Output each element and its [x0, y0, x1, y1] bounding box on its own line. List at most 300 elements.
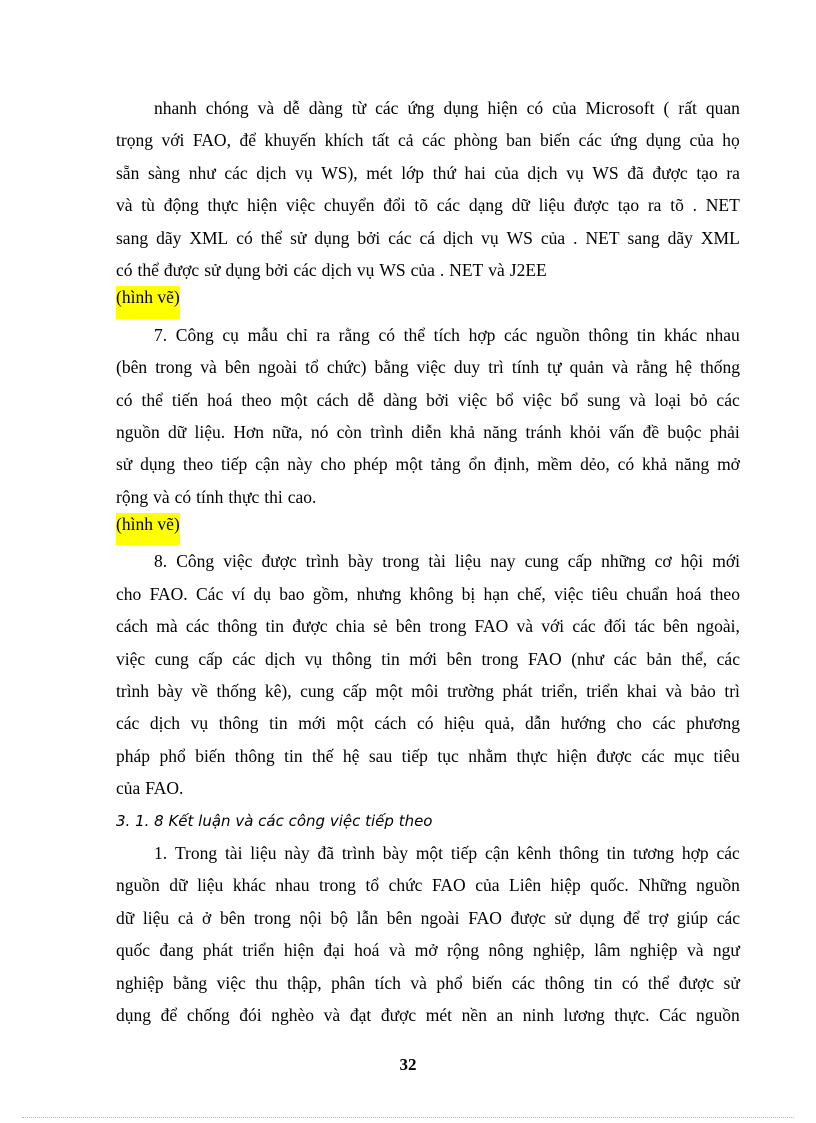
paragraph	[116, 319, 740, 513]
word: và	[200, 357, 217, 378]
word: dụng	[579, 907, 615, 928]
word: Các	[196, 583, 224, 604]
word: sung	[587, 389, 621, 410]
word: sử	[290, 227, 307, 248]
text-line	[116, 351, 740, 383]
word: các	[613, 648, 637, 669]
word: dụng	[140, 454, 176, 475]
word: thông	[234, 745, 275, 766]
word: đại	[323, 940, 345, 961]
word: WS),	[321, 162, 358, 183]
word: các	[716, 842, 740, 863]
word: quốc	[116, 940, 151, 961]
word: FAO	[527, 648, 562, 669]
word: mở	[414, 940, 438, 961]
word: nghiệp,	[532, 940, 585, 961]
word: phép	[353, 454, 388, 475]
word: có	[621, 972, 639, 993]
word: biến	[195, 745, 226, 766]
word: tin	[265, 616, 284, 637]
word: hiện	[487, 98, 518, 118]
text-line	[116, 707, 740, 739]
word: liệu.	[194, 421, 226, 442]
word: dụng	[225, 259, 261, 280]
word: thập,	[287, 972, 322, 993]
word: và	[388, 940, 406, 961]
word: tạo	[696, 162, 718, 183]
word: nghèo	[271, 1004, 315, 1025]
word: thông	[218, 713, 259, 734]
word: phát	[202, 940, 233, 961]
word: dịch	[443, 227, 474, 248]
word: NET	[585, 227, 620, 248]
word: dàng	[383, 389, 418, 410]
word: được	[652, 162, 688, 183]
text-line	[116, 902, 740, 934]
word: khả	[642, 454, 668, 475]
word: của	[410, 259, 435, 280]
word: 7.	[154, 324, 168, 345]
word: các	[716, 648, 740, 669]
word: nền	[461, 1004, 487, 1025]
word: cách	[374, 713, 407, 734]
word: có	[416, 713, 434, 734]
word: hướng	[560, 713, 606, 734]
word: dãy	[156, 227, 182, 248]
figure-placeholder: (hình vẽ)	[116, 286, 180, 318]
word: trình	[116, 681, 150, 702]
word: của	[116, 778, 141, 799]
text-line	[116, 934, 740, 966]
word: thông	[331, 648, 372, 669]
word: tõ	[414, 195, 428, 216]
word: bên	[446, 648, 472, 669]
word: buộc	[667, 421, 702, 442]
word: cho	[616, 713, 642, 734]
word: dụ	[253, 583, 271, 604]
text-line	[116, 448, 740, 480]
word: tự	[547, 357, 562, 378]
figure-placeholder: (hình vẽ)	[116, 513, 180, 545]
word: phải	[709, 421, 740, 442]
word: bày	[347, 551, 374, 572]
word: đạt	[349, 1004, 372, 1025]
text-line	[116, 675, 740, 707]
word: mẫu	[247, 324, 278, 345]
word: này	[284, 842, 310, 863]
word: các	[422, 130, 446, 151]
text-line	[116, 740, 740, 772]
word: khích	[324, 130, 364, 151]
word: phát	[502, 681, 533, 702]
word: liệu	[197, 875, 224, 896]
text-line	[116, 772, 740, 804]
word: các	[388, 227, 412, 248]
word: bằng	[374, 357, 409, 378]
word: khỏi	[569, 421, 601, 442]
word: ra	[726, 162, 740, 183]
word: dịch	[321, 259, 352, 280]
word: rằng	[338, 324, 370, 345]
word: XML	[700, 227, 740, 248]
word: quả,	[484, 713, 515, 734]
word: ứng	[610, 130, 638, 151]
word: WS	[506, 227, 533, 248]
word: dữ	[169, 875, 188, 896]
word: chuyển	[323, 195, 375, 216]
word: được	[510, 907, 546, 928]
word: rất	[678, 98, 697, 118]
word: WS	[592, 162, 619, 183]
word: các	[716, 389, 740, 410]
word: mở	[717, 454, 740, 475]
word: duy	[453, 357, 481, 378]
word: biến	[472, 972, 503, 993]
word: tài	[428, 551, 446, 572]
word: và	[611, 357, 629, 378]
word: ví	[231, 583, 246, 604]
word: tin	[606, 842, 626, 863]
word: Hơn	[233, 421, 264, 442]
word: trong	[429, 616, 467, 637]
word: và	[153, 486, 170, 507]
word: loại	[654, 389, 681, 410]
word: an	[496, 1004, 514, 1025]
word: hoá	[207, 389, 233, 410]
word: cung	[154, 648, 189, 669]
word: vấn	[609, 421, 635, 442]
word: bày	[382, 842, 408, 863]
word: dữ	[167, 421, 187, 442]
word: .	[573, 227, 578, 248]
word: khác	[232, 875, 266, 896]
word: năng	[483, 421, 518, 442]
word: của	[552, 98, 577, 118]
word: dễ	[283, 98, 300, 118]
word: cho	[320, 454, 346, 475]
word: (	[663, 98, 670, 118]
word: dịch	[256, 162, 287, 183]
word: tin	[593, 972, 613, 993]
word: nông	[488, 940, 524, 961]
word: đề	[642, 421, 660, 442]
word: bên	[386, 907, 412, 928]
word: các	[652, 713, 676, 734]
word: bởi	[265, 259, 289, 280]
word: trợ	[648, 907, 669, 928]
word: tục	[437, 745, 459, 766]
word: trường	[447, 681, 494, 702]
word: dịch	[149, 713, 181, 734]
word: các	[504, 324, 528, 345]
word: cụ	[222, 324, 239, 345]
word: liệu	[142, 907, 170, 928]
word: việc	[116, 648, 146, 669]
word: trọng	[116, 130, 153, 151]
word: thế	[312, 745, 334, 766]
word: dữ	[116, 907, 135, 928]
paragraph	[116, 92, 740, 286]
word: sử	[204, 259, 221, 280]
word: có	[236, 227, 253, 248]
word: FAO	[431, 875, 466, 896]
page-body	[116, 92, 740, 1031]
word: các	[232, 648, 256, 669]
word: Những	[638, 875, 687, 896]
word: một	[375, 681, 403, 702]
word: rộng	[116, 486, 149, 507]
word: thông	[217, 616, 258, 637]
word: thể,	[681, 648, 708, 669]
word: phân	[331, 972, 366, 993]
word: các	[224, 162, 248, 183]
word: mà	[156, 616, 178, 637]
word: (bên	[116, 357, 148, 378]
word: bằng	[173, 972, 208, 993]
word: Các	[659, 1004, 687, 1025]
word: Microsoft	[585, 98, 655, 118]
word: thông	[544, 972, 585, 993]
word: thống	[216, 681, 257, 702]
word: bên	[395, 616, 422, 637]
word: dãy	[667, 227, 693, 248]
word: mét	[425, 1004, 453, 1025]
word: dạng	[468, 195, 503, 216]
word: cận	[255, 454, 280, 475]
word: Công	[175, 324, 214, 345]
word: và	[257, 98, 275, 118]
text-line	[116, 578, 740, 610]
word: này	[287, 454, 313, 475]
word: tiến	[171, 389, 199, 410]
word: tù	[141, 195, 155, 216]
word: các	[716, 907, 740, 928]
word: việc	[286, 195, 316, 216]
word: theo	[183, 454, 214, 475]
word: cung	[524, 551, 559, 572]
word: bên	[219, 907, 246, 928]
word: còn	[336, 421, 362, 442]
word: để	[239, 130, 256, 151]
word: vụ	[566, 162, 584, 183]
word: liệu	[454, 551, 482, 572]
word: được	[380, 1004, 417, 1025]
word: sang	[627, 227, 660, 248]
word: nhằm	[468, 745, 508, 766]
text-line	[116, 481, 740, 513]
word: bên	[224, 357, 251, 378]
word: thể	[260, 227, 283, 248]
word: đối	[603, 616, 627, 637]
word: NET	[449, 259, 484, 280]
word: J2EE	[509, 259, 547, 280]
word: mới	[409, 648, 438, 669]
word: trình	[341, 842, 375, 863]
word: ninh	[522, 1004, 554, 1025]
word: ở	[202, 907, 212, 928]
word: các	[641, 745, 665, 766]
word: với	[161, 130, 185, 151]
word: hợp	[468, 324, 496, 345]
word: của	[540, 227, 566, 248]
word: nội	[299, 907, 322, 928]
word: vụ	[356, 259, 375, 280]
word: phổ	[436, 972, 463, 993]
figure-placeholder-line	[116, 513, 740, 545]
word: nhau	[705, 324, 740, 345]
word: việc	[522, 389, 552, 410]
word: lương	[563, 1004, 605, 1025]
word: không	[409, 583, 454, 604]
word: tiếp	[450, 842, 478, 863]
word: FAO,	[192, 130, 231, 151]
word: FAO.	[145, 778, 184, 799]
word: thực	[228, 486, 260, 507]
word: hội	[680, 551, 704, 572]
word: dụng	[443, 98, 479, 118]
word: bổ	[496, 389, 514, 410]
word: FAO	[468, 907, 502, 928]
text-line	[116, 837, 740, 869]
word: tiêu	[713, 745, 740, 766]
word: hiệp	[550, 875, 581, 896]
text-line	[116, 610, 740, 642]
section-heading-line	[116, 805, 740, 837]
word: sử	[723, 972, 740, 993]
word: hiện	[247, 195, 278, 216]
word: mới	[712, 551, 740, 572]
word: để	[160, 1004, 178, 1025]
word: hệ	[342, 745, 360, 766]
word: tính	[196, 486, 224, 507]
word: bỏ	[689, 389, 708, 410]
word: có	[378, 324, 395, 345]
word: quan	[705, 98, 740, 118]
word: từ	[351, 98, 367, 118]
word: dụng	[645, 130, 681, 151]
word: có	[116, 259, 133, 280]
word: chỉ	[286, 324, 308, 345]
word: phương	[686, 713, 740, 734]
word: sẵn	[116, 162, 140, 183]
word: chức	[388, 875, 423, 896]
word: tổ	[365, 875, 380, 896]
word: một	[415, 842, 444, 863]
paragraph	[116, 837, 740, 1031]
word: NET	[705, 195, 740, 216]
word: tảng	[430, 454, 461, 475]
word: lớp	[401, 162, 425, 183]
word: khuyến	[264, 130, 317, 151]
word: cấp	[342, 681, 367, 702]
word: kênh	[517, 842, 552, 863]
word: cách	[316, 389, 349, 410]
text-line	[116, 92, 740, 124]
word: phổ	[159, 745, 186, 766]
text-line	[116, 967, 740, 999]
word: nay	[490, 551, 516, 572]
word: dàng	[308, 98, 343, 118]
word: trình	[370, 421, 404, 442]
word: ứng	[407, 98, 435, 118]
word: hiện	[556, 745, 588, 766]
word: của	[475, 875, 500, 896]
word: Công	[176, 551, 215, 572]
word: thể	[141, 389, 163, 410]
word: nữa,	[272, 421, 303, 442]
word: bởi	[357, 227, 381, 248]
word: và	[629, 389, 646, 410]
word: ổn	[468, 454, 487, 475]
word: thực	[516, 745, 548, 766]
word: có	[617, 454, 635, 475]
word: và	[516, 616, 534, 637]
word: hoá	[354, 940, 380, 961]
word: thống	[700, 357, 740, 378]
word: nguồn	[696, 875, 740, 896]
word: tiếp	[401, 745, 428, 766]
word: các	[572, 616, 596, 637]
word: FAO	[474, 616, 509, 637]
word: cao.	[287, 486, 317, 507]
word: sàng	[147, 162, 181, 183]
word: liệu	[538, 195, 565, 216]
word: theo	[241, 389, 272, 410]
word: trong	[155, 357, 193, 378]
word: cơ	[654, 551, 672, 572]
word: hợp	[681, 842, 709, 863]
word: khả	[449, 421, 476, 442]
word: được	[163, 259, 200, 280]
word: nghiệp	[629, 940, 678, 961]
word: bên	[663, 616, 689, 637]
word: của	[494, 162, 519, 183]
word: dữ	[511, 195, 530, 216]
word: cá	[419, 227, 436, 248]
word: và	[410, 972, 427, 993]
word: dịch	[527, 162, 558, 183]
word: việc	[223, 551, 253, 572]
word: bày	[157, 681, 183, 702]
word: các	[375, 98, 399, 118]
word: nhau	[275, 875, 310, 896]
word: thứ	[432, 162, 456, 183]
word: hai	[464, 162, 486, 183]
text-line	[116, 384, 740, 416]
word: mục	[673, 745, 705, 766]
word: phòng	[453, 130, 498, 151]
section-heading: 3. 1. 8 Kết luận và các công việc tiếp theo	[116, 811, 433, 830]
word: việc	[416, 357, 446, 378]
word: nhanh	[154, 98, 197, 118]
word: cả	[397, 130, 414, 151]
word: vụ	[190, 713, 209, 734]
word: nhưng	[356, 583, 402, 604]
word: gồm,	[312, 583, 349, 604]
word: các	[293, 259, 317, 280]
word: việc	[554, 583, 584, 604]
word: hiệu	[444, 713, 475, 734]
word: tác	[634, 616, 655, 637]
word: nguồn	[116, 875, 160, 896]
word: dẻo,	[580, 454, 610, 475]
word: năng	[675, 454, 710, 475]
word: nó	[310, 421, 329, 442]
word: các	[511, 972, 536, 993]
word: tin	[636, 324, 656, 345]
word: định,	[493, 454, 530, 475]
word: môi	[411, 681, 439, 702]
